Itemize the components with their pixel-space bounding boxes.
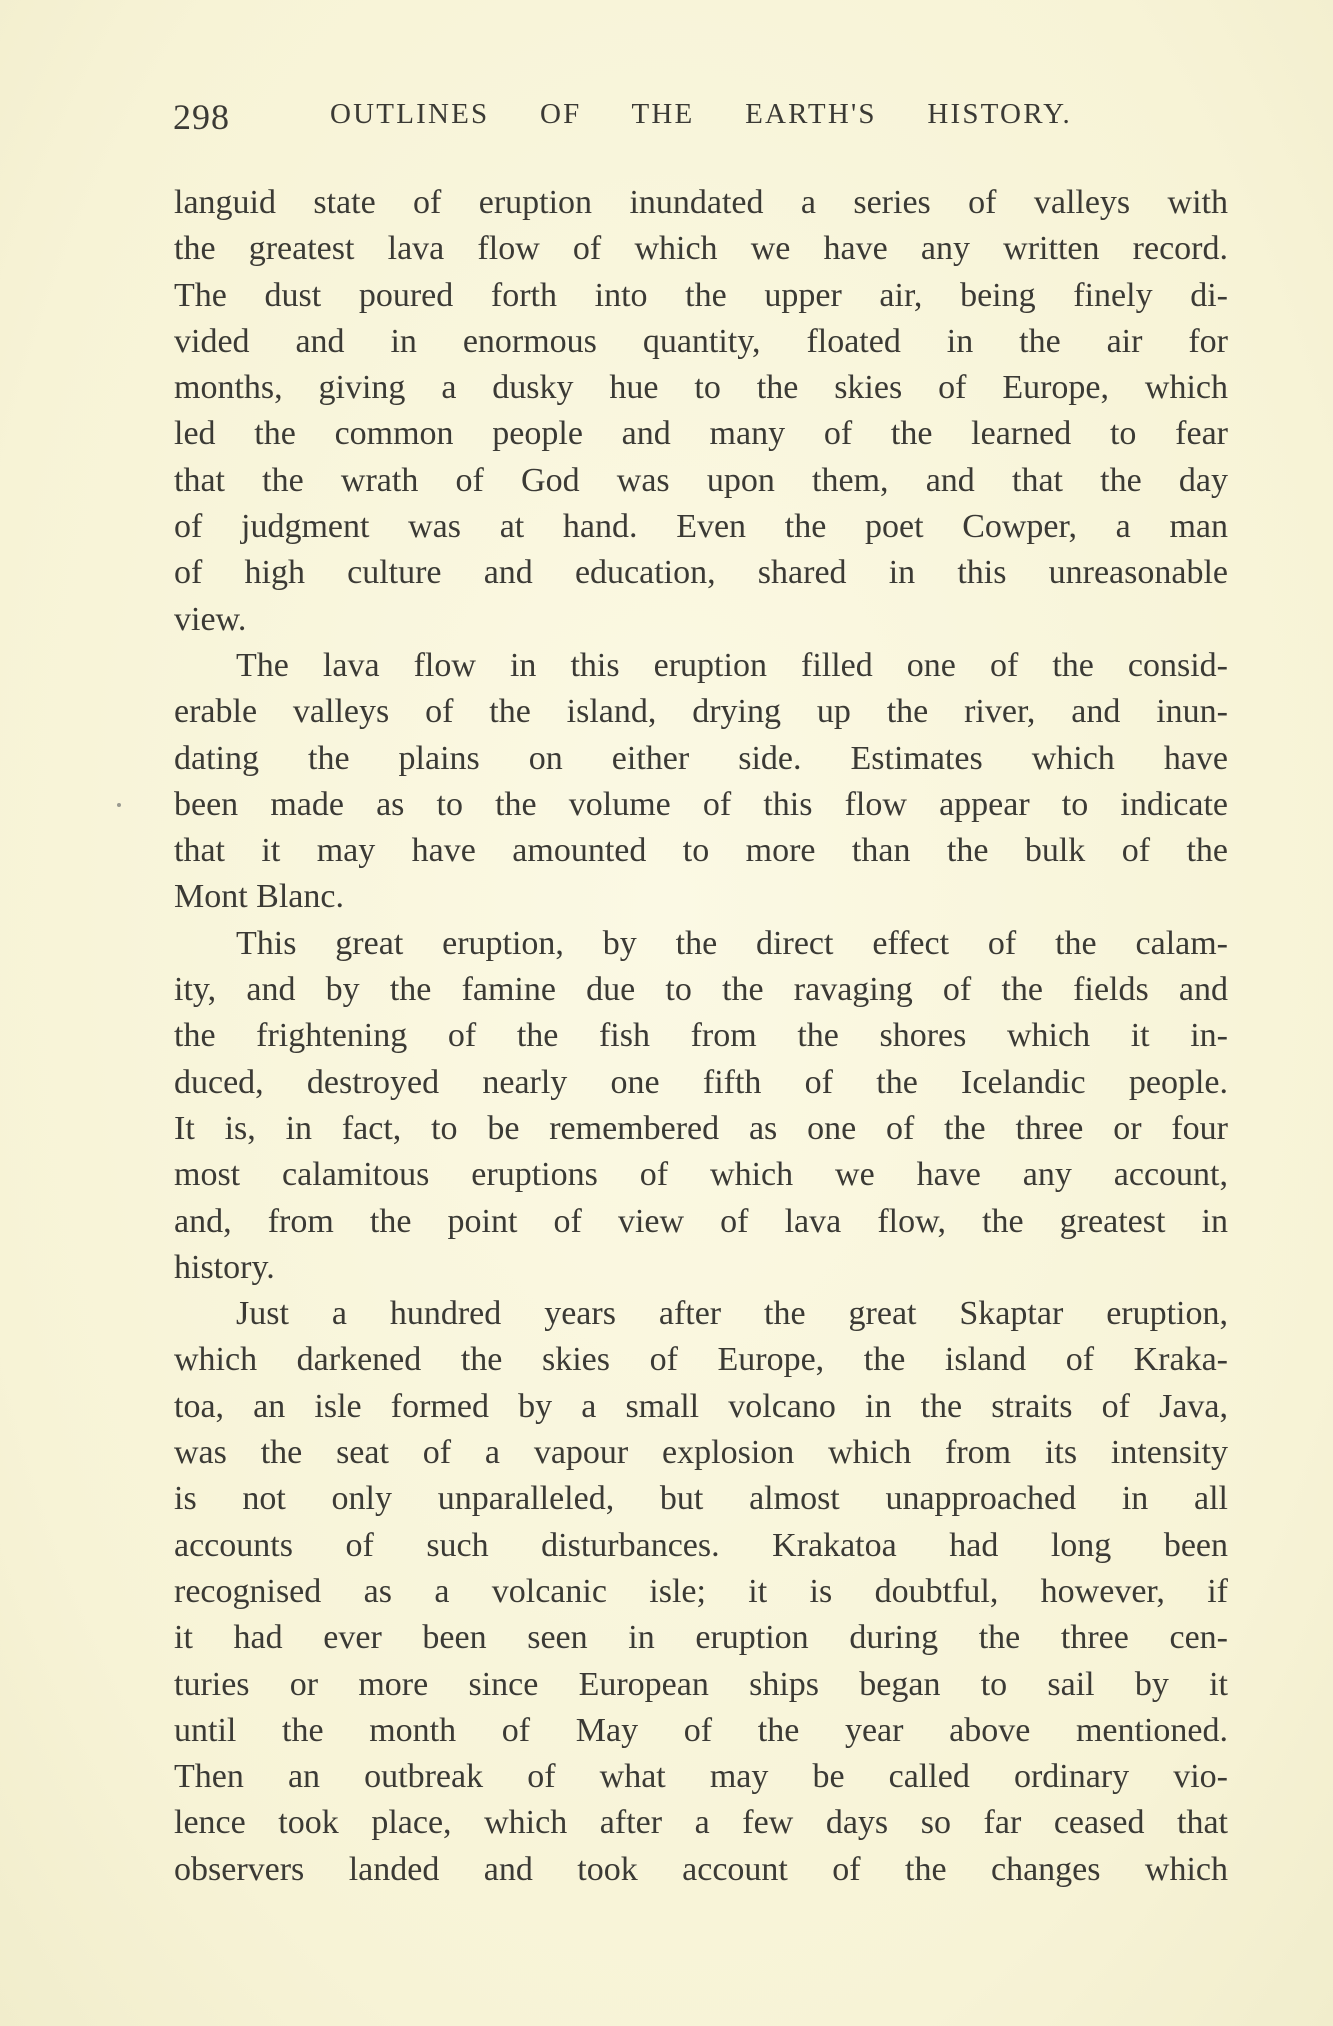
text-line: vided and in enormous quantity, floated in the air for	[174, 322, 1228, 360]
text-line: was the seat of a vapour explosion which from its intensity	[174, 1434, 1228, 1472]
text-line: turies or more since European ships began to sail by it	[174, 1665, 1228, 1703]
text-line: toa, an isle formed by a small volcano in the straits of Java,	[174, 1387, 1228, 1425]
text-line: The dust poured forth into the upper air, being finely di-	[174, 276, 1228, 314]
page-number: 298	[173, 97, 230, 137]
text-line: the frightening of the fish from the shores which it in-	[174, 1017, 1228, 1055]
text-line: Then an outbreak of what may be called ordinary vio-	[174, 1758, 1228, 1796]
text-line: erable valleys of the island, drying up the river, and inun-	[174, 693, 1228, 731]
body-text	[174, 180, 1228, 1893]
text-line: that it may have amounted to more than the bulk of the	[174, 832, 1228, 870]
text-line: This great eruption, by the direct effect of the calam-	[236, 924, 1228, 962]
text-line: It is, in fact, to be remembered as one of the three or four	[174, 1109, 1228, 1147]
text-line: lence took place, which after a few days so far ceased that	[174, 1804, 1228, 1842]
text-line: until the month of May of the year above mentioned.	[174, 1711, 1228, 1749]
text-line: recognised as a volcanic isle; it is doubtful, however, if	[174, 1572, 1228, 1610]
text-line: most calamitous eruptions of which we have any account,	[174, 1156, 1228, 1194]
running-title: OUTLINES OF THE EARTH'S HISTORY.	[330, 98, 1072, 130]
text-line: which darkened the skies of Europe, the island of Kraka-	[174, 1341, 1228, 1379]
text-line: months, giving a dusky hue to the skies of Europe, which	[174, 369, 1228, 407]
text-line: dating the plains on either side. Estimates which have	[174, 739, 1228, 777]
text-line: Mont Blanc.	[174, 878, 344, 916]
text-line: accounts of such disturbances. Krakatoa had long been	[174, 1526, 1228, 1564]
text-line: history.	[174, 1248, 275, 1286]
stray-ink-mark	[117, 803, 121, 807]
text-line: led the common people and many of the learned to fear	[174, 415, 1228, 453]
text-line: the greatest lava flow of which we have any written record.	[174, 230, 1228, 268]
text-line: observers landed and took account of the changes which	[174, 1850, 1228, 1888]
text-line: Just a hundred years after the great Skaptar eruption,	[236, 1295, 1228, 1333]
text-line: ity, and by the famine due to the ravaging of the fields and	[174, 971, 1228, 1009]
text-line: of high culture and education, shared in this unreasonable	[174, 554, 1228, 592]
text-line: The lava flow in this eruption filled one of the consid-	[236, 646, 1228, 684]
text-line: is not only unparalleled, but almost unapproached in all	[174, 1480, 1228, 1518]
text-line: duced, destroyed nearly one fifth of the Icelandic people.	[174, 1063, 1228, 1101]
text-line: been made as to the volume of this flow appear to indicate	[174, 785, 1228, 823]
text-line: languid state of eruption inundated a series of valleys with	[174, 184, 1228, 221]
text-line: view.	[174, 600, 247, 638]
text-line: and, from the point of view of lava flow, the greatest in	[174, 1202, 1228, 1240]
text-line: that the wrath of God was upon them, and that the day	[174, 461, 1228, 499]
text-line: it had ever been seen in eruption during the three cen-	[174, 1619, 1228, 1657]
text-line: of judgment was at hand. Even the poet Cowper, a man	[174, 508, 1228, 546]
